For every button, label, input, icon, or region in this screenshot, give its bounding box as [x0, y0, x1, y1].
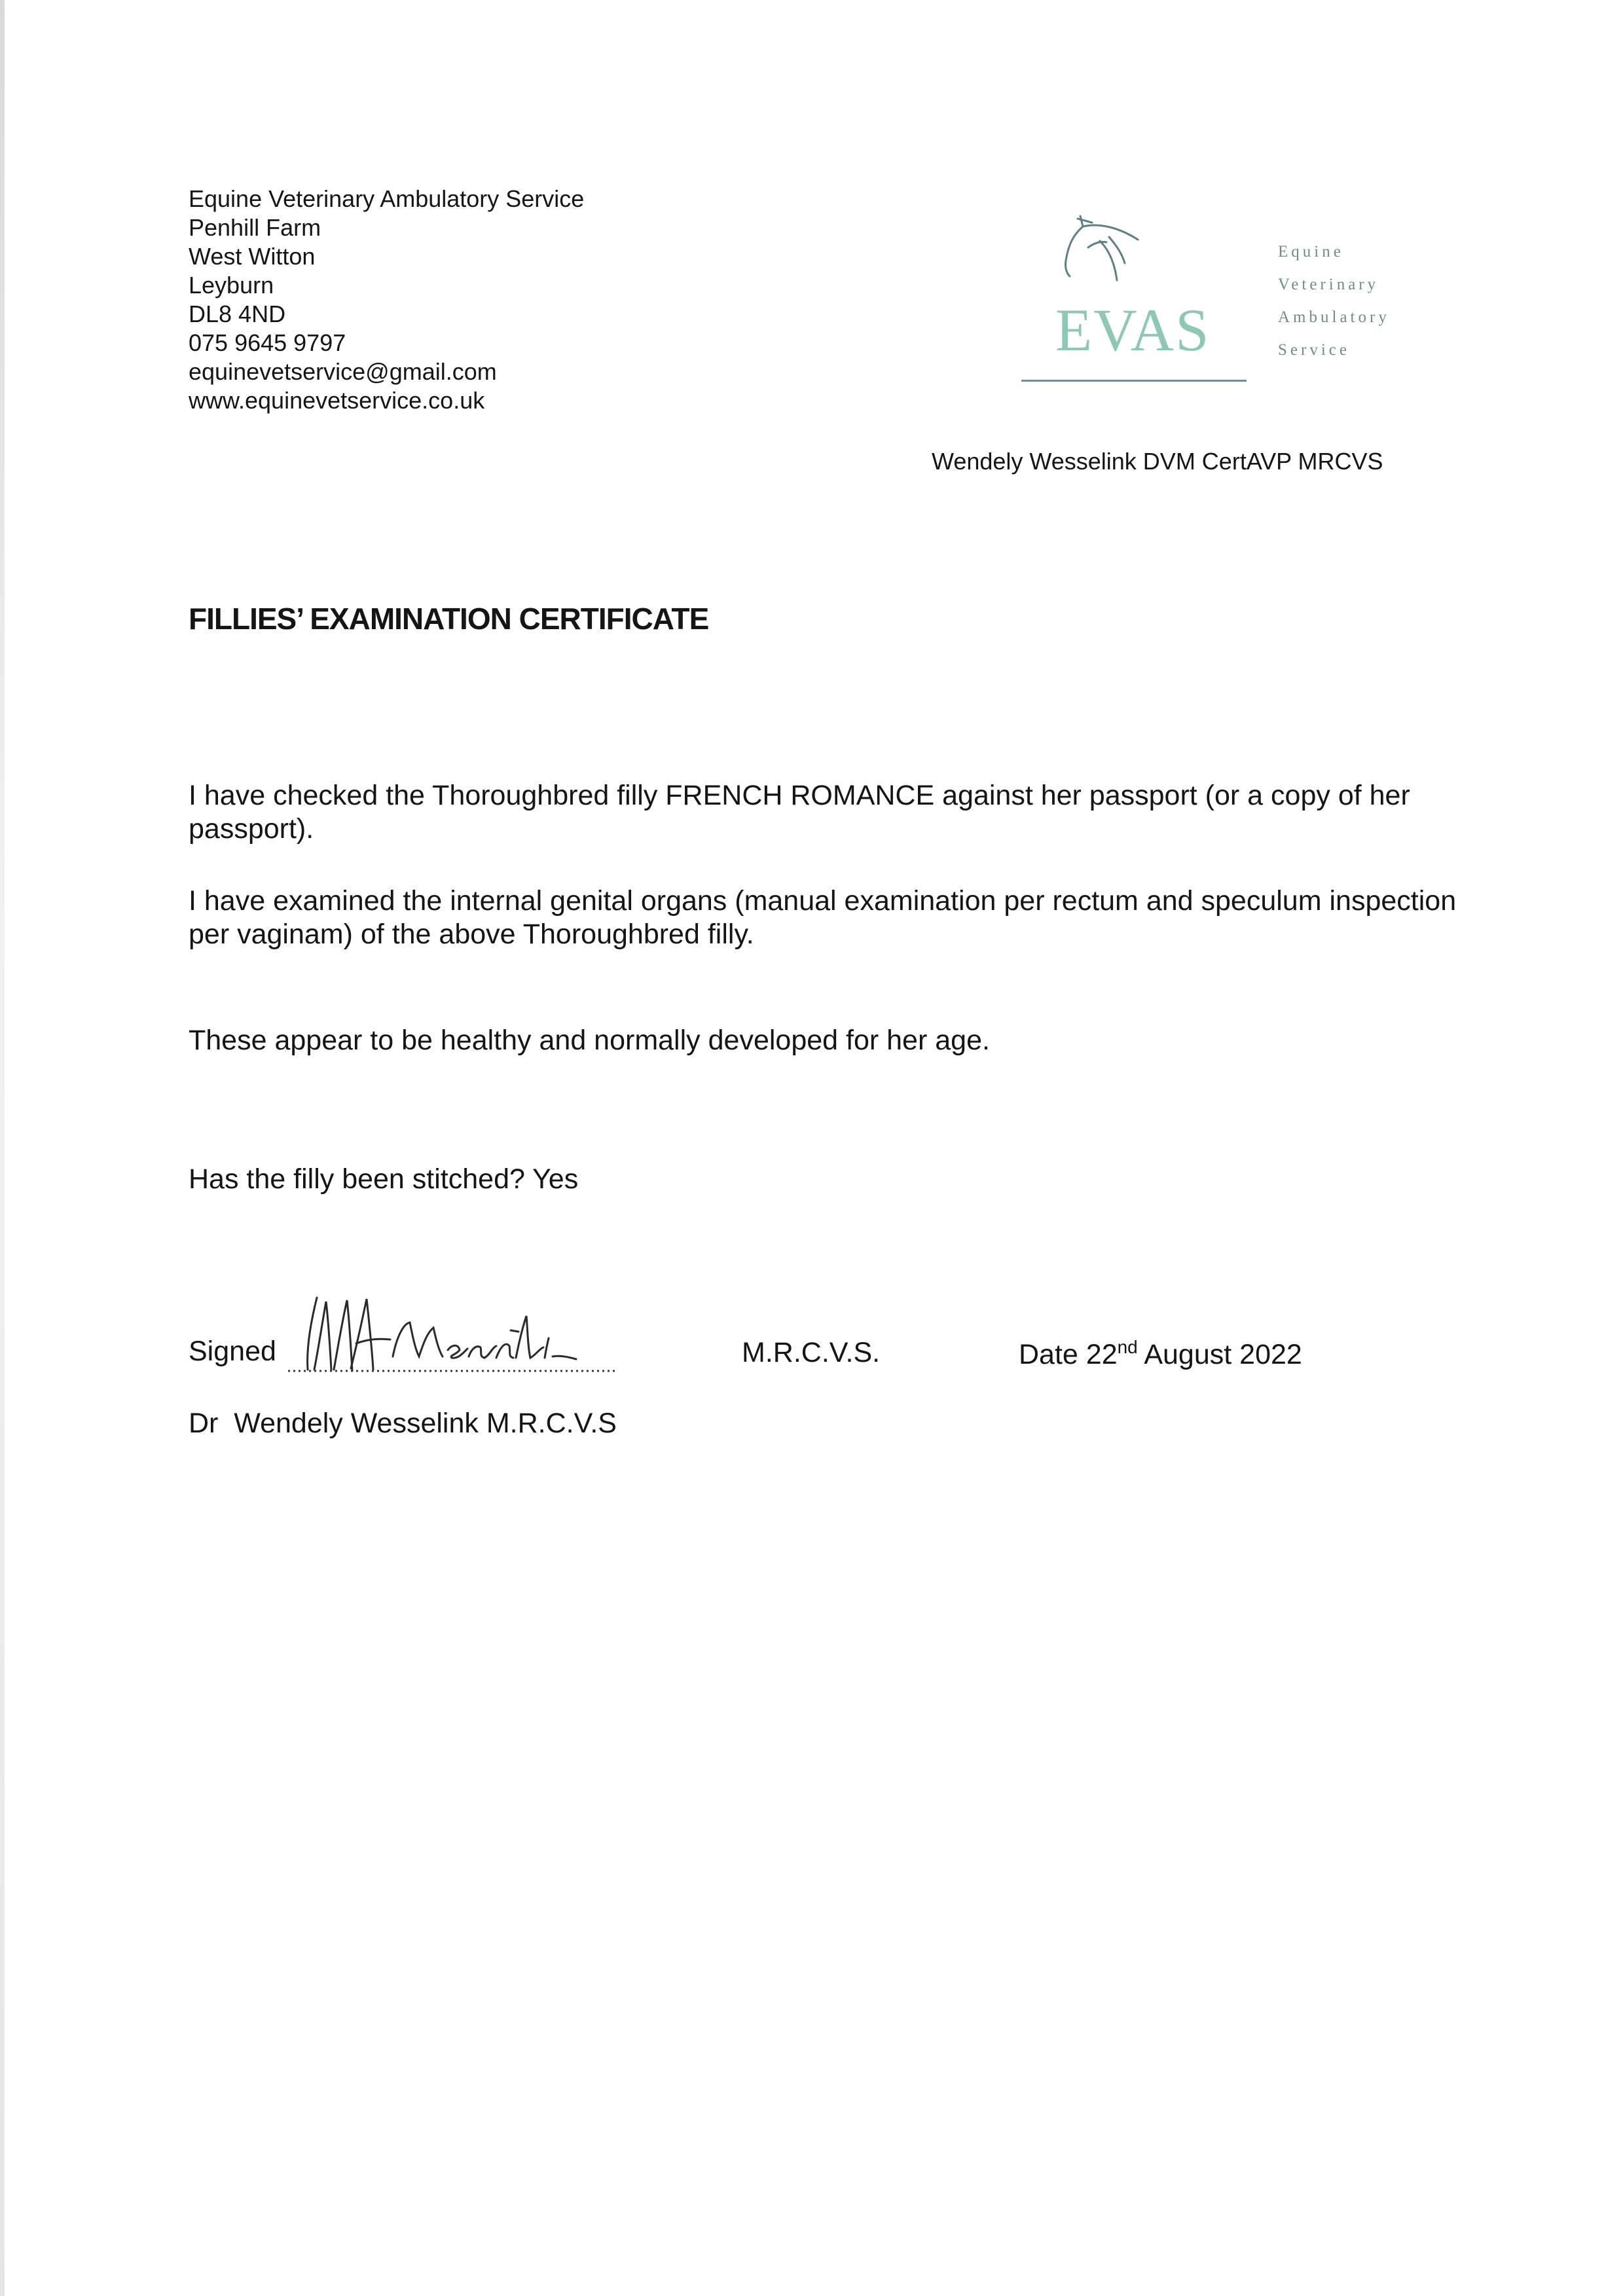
date-month-year: August 2022 [1137, 1339, 1302, 1370]
signatory-name: Dr Wendely Wesselink M.R.C.V.S [189, 1408, 617, 1439]
address-line: Penhill Farm [189, 214, 321, 241]
qualification-label: M.R.C.V.S. [742, 1337, 881, 1368]
logo-word: Veterinary [1278, 276, 1379, 293]
certificate-date [1019, 1337, 1302, 1371]
paragraph-findings: These appear to be healthy and normally developed for her age. [189, 1025, 990, 1056]
phone-number: 075 9645 9797 [189, 329, 346, 356]
signature-row [0, 1285, 1623, 1383]
address-block [189, 185, 584, 415]
email-address: equinevetservice@gmail.com [189, 358, 497, 385]
evas-logo [1021, 208, 1414, 392]
logo-underline [1021, 380, 1247, 382]
logo-word: Equine [1278, 243, 1344, 261]
logo-acronym: EVAS [1055, 297, 1211, 363]
paragraph-stitched: Has the filly been stitched? Yes [189, 1163, 579, 1195]
paragraph-examination: I have examined the internal genital organs (manual examination per rectum and speculum inspection per vaginam) of the above Thoroughbred filly. [189, 885, 1457, 950]
horse-head-icon [1054, 208, 1185, 306]
paragraph-passport-check: I have checked the Thoroughbred filly FRENCH ROMANCE against her passport (or a copy of her passport). [189, 780, 1410, 845]
website-address: www.equinevetservice.co.uk [189, 387, 485, 414]
scan-edge [0, 0, 5, 2296]
page-title: FILLIES’ EXAMINATION CERTIFICATE [189, 602, 709, 636]
handwritten-signature [288, 1285, 629, 1376]
signed-label: Signed [189, 1336, 276, 1367]
address-line: West Witton [189, 243, 316, 270]
address-line: Leyburn [189, 272, 274, 299]
logo-word: Ambulatory [1278, 308, 1390, 326]
vet-name: Wendely Wesselink DVM CertAVP MRCVS [932, 448, 1383, 475]
address-line: Equine Veterinary Ambulatory Service [189, 185, 585, 212]
address-line: DL8 4ND [189, 301, 286, 327]
logo-word: Service [1278, 341, 1350, 359]
logo-words [1278, 236, 1390, 367]
date-ordinal: nd [1117, 1337, 1138, 1357]
date-day: Date 22 [1019, 1339, 1118, 1370]
